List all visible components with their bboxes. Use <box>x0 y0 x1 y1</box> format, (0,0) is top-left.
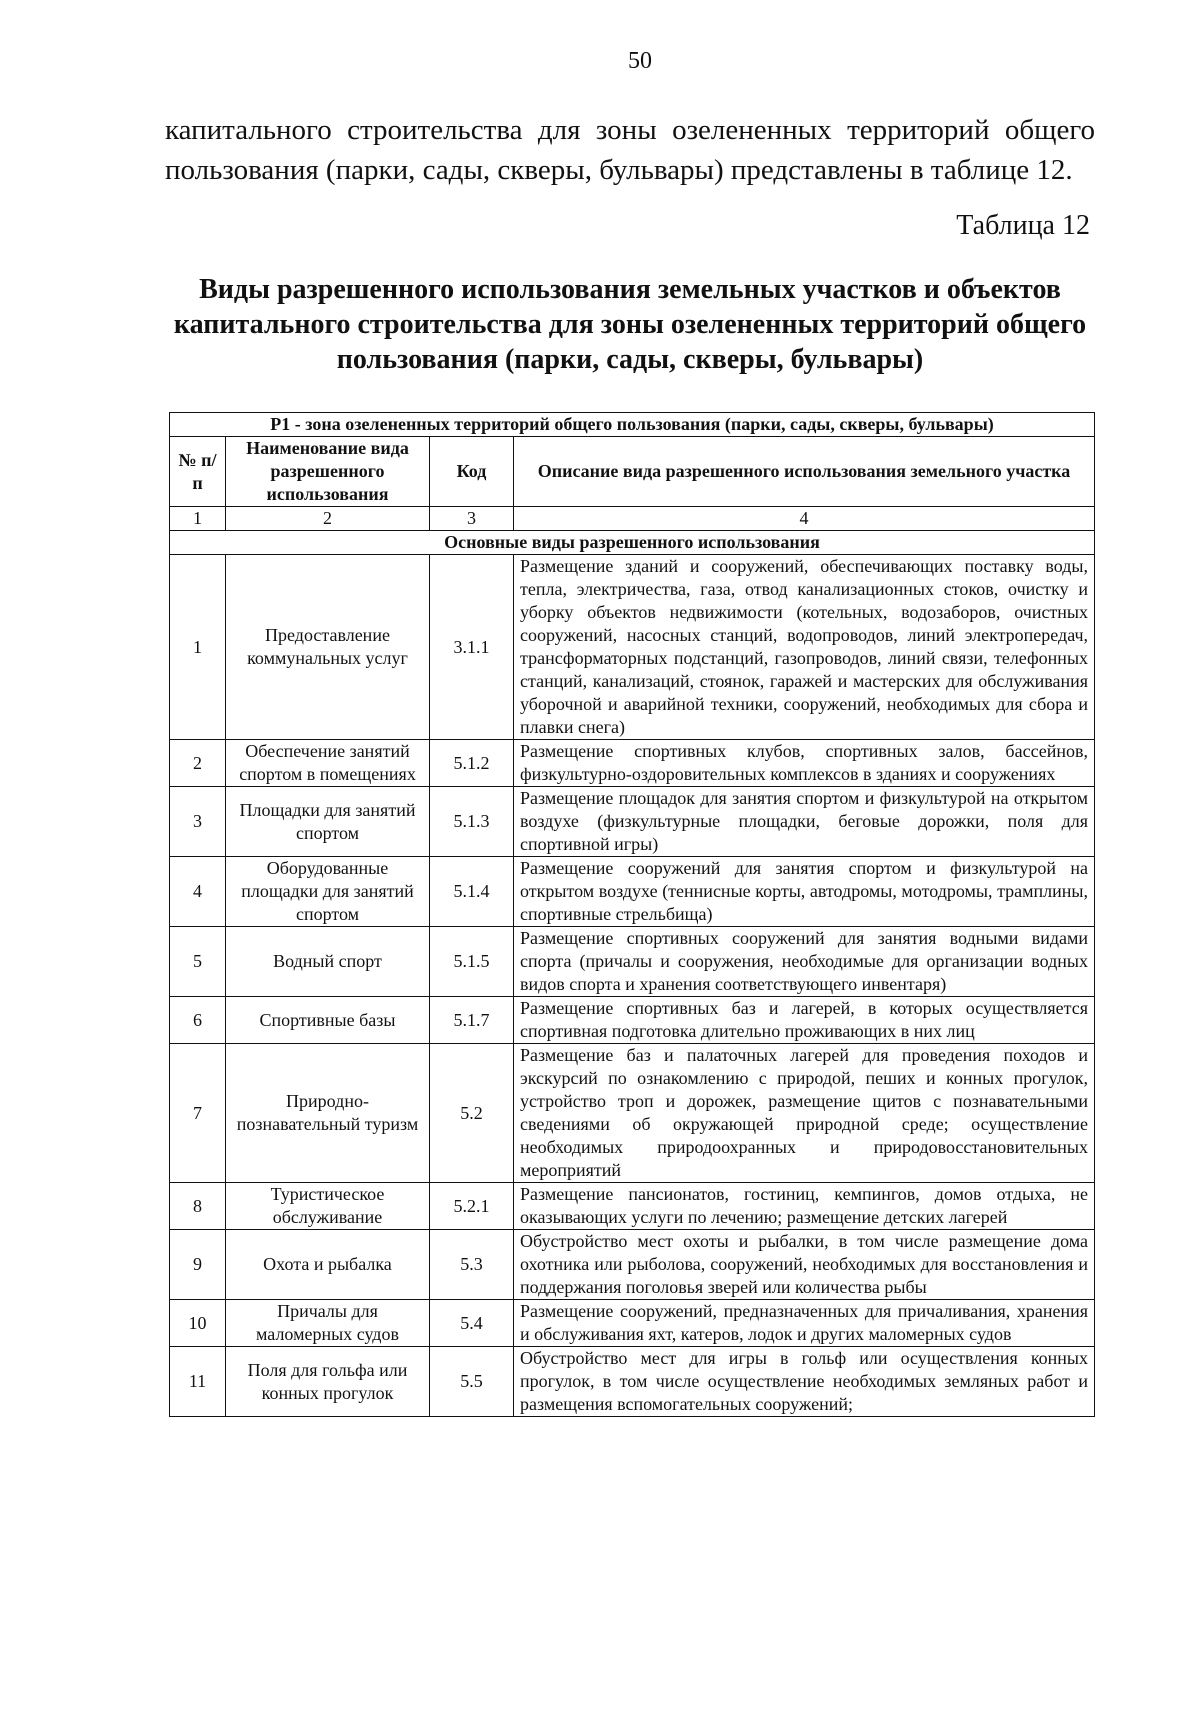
row-code: 5.1.2 <box>430 740 514 787</box>
page-number: 50 <box>628 48 652 74</box>
row-number: 1 <box>170 555 226 740</box>
row-description: Размещение спортивных сооружений для занятия водными видами спорта (причалы и сооружения, необходимые для организации водных видов спорта и хранения соответствующего инвентаря) <box>514 927 1095 997</box>
row-name: Поля для гольфа или конных прогулок <box>226 1347 430 1417</box>
row-code: 5.2 <box>430 1044 514 1183</box>
row-number: 11 <box>170 1347 226 1417</box>
table-row <box>170 555 1095 740</box>
row-name: Спортивные базы <box>226 997 430 1044</box>
table-row <box>170 1183 1095 1230</box>
row-name: Туристическое обслуживание <box>226 1183 430 1230</box>
land-use-table <box>169 412 1095 1417</box>
row-description: Обустройство мест охоты и рыбалки, в том числе размещение дома охотника или рыболова, сооружений, необходимых для восстановления и поддержания поголовья зверей или количества рыбы <box>514 1230 1095 1300</box>
table-row <box>170 1044 1095 1183</box>
row-code: 5.5 <box>430 1347 514 1417</box>
header-name: Наименование вида разрешенного использования <box>226 437 430 507</box>
zone-header: Р1 - зона озелененных территорий общего пользования (парки, сады, скверы, бульвары) <box>170 413 1095 437</box>
table-row <box>170 1300 1095 1347</box>
intro-paragraph: капитального строительства для зоны озелененных территорий общего пользования (парки, сады, скверы, бульвары) представлены в таблице 12. <box>165 114 1095 186</box>
column-number: 3 <box>430 507 514 531</box>
row-number: 2 <box>170 740 226 787</box>
row-name: Предоставление коммунальных услуг <box>226 555 430 740</box>
row-name: Охота и рыбалка <box>226 1230 430 1300</box>
row-name: Природно-познавательный туризм <box>226 1044 430 1183</box>
table-row <box>170 857 1095 927</box>
column-number: 4 <box>514 507 1095 531</box>
table-row <box>170 740 1095 787</box>
row-number: 9 <box>170 1230 226 1300</box>
row-number: 4 <box>170 857 226 927</box>
row-description: Обустройство мест для игры в гольф или осуществления конных прогулок, в том числе осуществление необходимых земляных работ и размещения вспомогательных сооружений; <box>514 1347 1095 1417</box>
header-description: Описание вида разрешенного использования земельного участка <box>514 437 1095 507</box>
row-name: Водный спорт <box>226 927 430 997</box>
row-code: 5.1.7 <box>430 997 514 1044</box>
row-description: Размещение спортивных клубов, спортивных залов, бассейнов, физкультурно-оздоровительных комплексов в зданиях и сооружениях <box>514 740 1095 787</box>
row-name: Обеспечение занятий спортом в помещениях <box>226 740 430 787</box>
header-code: Код <box>430 437 514 507</box>
row-code: 5.1.5 <box>430 927 514 997</box>
table-row <box>170 1347 1095 1417</box>
row-number: 3 <box>170 787 226 857</box>
row-description: Размещение сооружений для занятия спортом и физкультурой на открытом воздухе (теннисные корты, автодромы, мотодромы, трамплины, спортивные стрельбища) <box>514 857 1095 927</box>
row-description: Размещение баз и палаточных лагерей для проведения походов и экскурсий по ознакомлению с природой, пеших и конных прогулок, устройство троп и дорожек, размещение щитов с познавательными сведениями об окружающей природной среде; осуществление необходимых природоохранных и природовосстановительных мероприятий <box>514 1044 1095 1183</box>
table-title: Виды разрешенного использования земельных участков и объектов капитального строительства для зоны озелененных территорий общего пользования (парки, сады, скверы, бульвары) <box>173 274 1087 375</box>
row-number: 8 <box>170 1183 226 1230</box>
row-description: Размещение зданий и сооружений, обеспечивающих поставку воды, тепла, электричества, газа, отвод канализационных стоков, очистку и уборку объектов недвижимости (котельных, водозаборов, очистных сооружений, насосных станций, водопроводов, линий электропередач, трансформаторных подстанций, газопроводов, линий связи, телефонных станций, канализаций, стоянок, гаражей и мастерских для обслуживания уборочной и аварийной техники, сооружений, необходимых для сбора и плавки снега) <box>514 555 1095 740</box>
row-code: 5.2.1 <box>430 1183 514 1230</box>
table-row <box>170 787 1095 857</box>
row-description: Размещение сооружений, предназначенных для причаливания, хранения и обслуживания яхт, катеров, лодок и других маломерных судов <box>514 1300 1095 1347</box>
row-name: Площадки для занятий спортом <box>226 787 430 857</box>
section-title: Основные виды разрешенного использования <box>170 531 1095 555</box>
row-code: 5.1.4 <box>430 857 514 927</box>
header-num: № п/п <box>170 437 226 507</box>
row-number: 6 <box>170 997 226 1044</box>
table-row <box>170 927 1095 997</box>
row-number: 5 <box>170 927 226 997</box>
row-description: Размещение пансионатов, гостиниц, кемпингов, домов отдыха, не оказывающих услуги по лечению; размещение детских лагерей <box>514 1183 1095 1230</box>
row-name: Причалы для маломерных судов <box>226 1300 430 1347</box>
row-number: 10 <box>170 1300 226 1347</box>
row-code: 3.1.1 <box>430 555 514 740</box>
table-row <box>170 997 1095 1044</box>
column-number: 2 <box>226 507 430 531</box>
row-number: 7 <box>170 1044 226 1183</box>
row-name: Оборудованные площадки для занятий спортом <box>226 857 430 927</box>
table-label: Таблица 12 <box>956 210 1090 241</box>
table-row <box>170 1230 1095 1300</box>
row-description: Размещение площадок для занятия спортом и физкультурой на открытом воздухе (физкультурные площадки, беговые дорожки, поля для спортивной игры) <box>514 787 1095 857</box>
row-code: 5.3 <box>430 1230 514 1300</box>
row-code: 5.4 <box>430 1300 514 1347</box>
row-description: Размещение спортивных баз и лагерей, в которых осуществляется спортивная подготовка длительно проживающих в них лиц <box>514 997 1095 1044</box>
column-number: 1 <box>170 507 226 531</box>
row-code: 5.1.3 <box>430 787 514 857</box>
